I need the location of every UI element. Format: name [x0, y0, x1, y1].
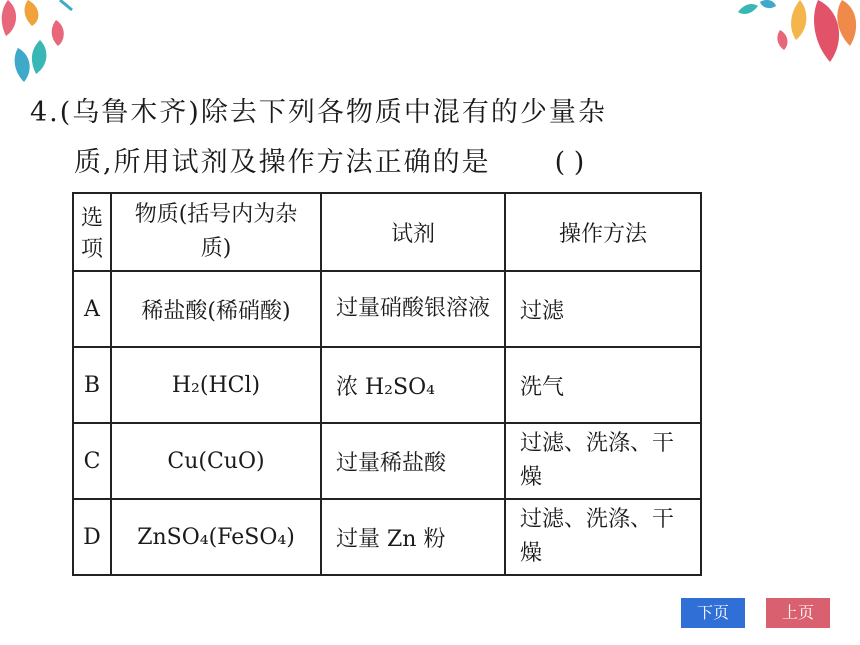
header-operation: 操作方法: [505, 193, 701, 271]
row-c-material: Cu(CuO): [111, 423, 321, 499]
next-page-button[interactable]: 下页: [681, 598, 745, 628]
header-option: 选项: [73, 193, 111, 271]
row-c-operation: 过滤、洗涤、干燥: [505, 423, 701, 499]
row-a-material: 稀盐酸(稀硝酸): [111, 271, 321, 347]
row-a-operation: 过滤: [505, 271, 701, 347]
leaf-decoration-left: [0, 0, 90, 90]
question-stem-part-1: (乌鲁木齐)除去下列各物质中混有的少量杂: [59, 97, 607, 128]
row-d-reagent: 过量 Zn 粉: [321, 499, 505, 575]
row-c-reagent: 过量稀盐酸: [321, 423, 505, 499]
table-row: [73, 347, 701, 423]
row-a-reagent: 过量硝酸银溶液: [321, 271, 505, 347]
table-row: [73, 499, 701, 575]
header-material: 物质(括号内为杂质): [111, 193, 321, 271]
row-c-option: C: [73, 423, 111, 499]
table-row: [73, 271, 701, 347]
previous-page-button[interactable]: 上页: [766, 598, 830, 628]
question-line-2: [30, 138, 710, 188]
question-stem-part-2: 质,所用试剂及操作方法正确的是: [74, 147, 491, 178]
header-reagent: 试剂: [321, 193, 505, 271]
row-d-operation: 过滤、洗涤、干燥: [505, 499, 701, 575]
row-b-operation: 洗气: [505, 347, 701, 423]
options-table: [72, 192, 702, 576]
table-row: [73, 423, 701, 499]
leaf-decoration-right: [730, 0, 860, 70]
question-line-1: [30, 88, 710, 138]
row-d-option: D: [73, 499, 111, 575]
row-b-reagent: 浓 H₂SO₄: [321, 347, 505, 423]
row-b-option: B: [73, 347, 111, 423]
table-header-row: [73, 193, 701, 271]
question-text: [30, 88, 710, 188]
row-b-material: H₂(HCl): [111, 347, 321, 423]
question-number: 4.: [30, 97, 60, 128]
answer-blank: ( ): [554, 147, 585, 178]
row-d-material: ZnSO₄(FeSO₄): [111, 499, 321, 575]
row-a-option: A: [73, 271, 111, 347]
